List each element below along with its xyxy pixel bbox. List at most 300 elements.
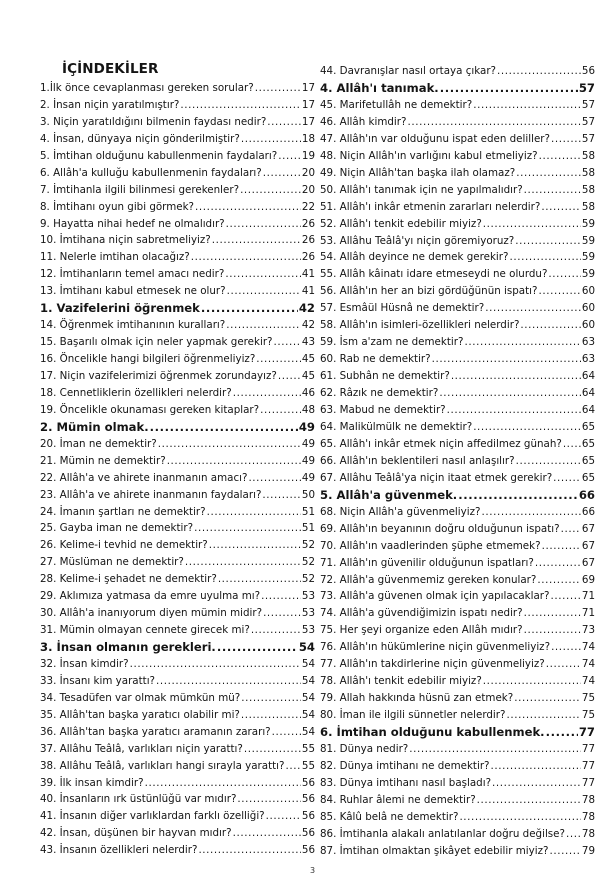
- toc-entry-page: 64: [581, 404, 595, 416]
- toc-entry-title: 53. Allâhu Teâlâ'yı niçin göremiyoruz?: [320, 234, 515, 247]
- toc-entry-page: 64: [581, 387, 595, 400]
- dot-leader: [156, 673, 301, 690]
- toc-entry-page: 58: [581, 183, 595, 196]
- toc-entry-title: 51. Allâh'ı inkâr etmenin zararları nelerdir?: [320, 200, 541, 213]
- toc-entry-title: 66. Allâh'ın beklentileri nasıl anlaşılır?: [320, 454, 515, 467]
- toc-entry-title: 25. Gayba iman ne demektir?: [40, 522, 194, 535]
- toc-entry: [320, 182, 595, 199]
- toc-entry: [320, 165, 595, 182]
- toc-entry: [40, 80, 315, 97]
- dot-leader: [207, 504, 301, 521]
- dot-leader: [473, 97, 581, 114]
- dot-leader: [483, 673, 581, 690]
- toc-entry-title: 65. Allâh'ı inkâr etmek niçin affedilmez günah?: [320, 437, 562, 450]
- toc-entry-page: 56: [301, 776, 315, 789]
- dot-leader: [524, 605, 581, 622]
- toc-entry-title: 32. İnsan kimdir?: [40, 657, 129, 670]
- dot-leader: [515, 233, 581, 250]
- toc-entry-page: 57: [581, 98, 595, 111]
- toc-entry: [320, 63, 595, 80]
- toc-entry-title: 21. Mümin ne demektir?: [40, 454, 166, 467]
- toc-entry-page: 45: [301, 353, 315, 366]
- toc-entry-title: 71. Allâh'ın güvenilir olduğunun ispatları?: [320, 556, 534, 569]
- dot-leader: [217, 639, 298, 656]
- toc-entry-title: 26. Kelime-i tevhid ne demektir?: [40, 539, 208, 552]
- dot-leader: [524, 182, 581, 199]
- toc-entry-title: 2. Mümin olmak.: [40, 419, 149, 434]
- toc-entry-title: 22. Allâh'a ve ahirete inanmanın amacı?: [40, 471, 248, 484]
- toc-entry-title: 79. Allah hakkında hüsnü zan etmek?: [320, 692, 514, 705]
- toc-entry-title: 45. Marifetullâh ne demektir?: [320, 98, 473, 111]
- toc-entry-page: 41: [301, 268, 315, 281]
- toc-entry: [320, 504, 595, 521]
- dot-leader: [473, 419, 581, 436]
- dot-leader: [241, 707, 301, 724]
- toc-entry: [40, 334, 315, 351]
- toc-entry-title: 84. Ruhlar âlemi ne demektir?: [320, 793, 476, 806]
- toc-entry-page: 41: [301, 285, 315, 298]
- dot-leader: [551, 639, 581, 656]
- toc-entry-title: 83. Dünya imtihanı nasıl başladı?: [320, 776, 492, 789]
- toc-entry: [320, 758, 595, 775]
- toc-entry-title: 16. Öncelikle hangi bilgileri öğrenmeliyiz?: [40, 353, 256, 366]
- dot-leader: [255, 80, 301, 97]
- toc-entry-page: 77: [581, 743, 595, 755]
- dot-leader: [130, 656, 301, 673]
- dot-leader: [432, 351, 581, 368]
- toc-entry-page: 43: [301, 336, 315, 349]
- dot-leader: [158, 436, 301, 453]
- toc-entry: [40, 283, 315, 300]
- dot-leader: [263, 165, 301, 182]
- dot-leader: [561, 521, 581, 538]
- dot-leader: [286, 758, 301, 775]
- toc-entry-page: 58: [581, 200, 595, 213]
- toc-entry: [40, 622, 315, 639]
- toc-entry-title: 35. Allâh'tan başka yaratıcı olabilir mi?: [40, 708, 240, 721]
- toc-entry-page: 66: [578, 487, 595, 502]
- toc-entry: [320, 351, 595, 368]
- toc-entry-title: 4. İnsan, dünyaya niçin gönderilmiştir?: [40, 132, 240, 145]
- toc-entry: [320, 199, 595, 216]
- toc-entry-page: 57: [581, 115, 595, 128]
- dot-leader: [260, 402, 301, 419]
- toc-entry-page: 56: [301, 827, 315, 840]
- toc-entry: [40, 724, 315, 741]
- toc-entry-page: 59: [581, 268, 595, 281]
- toc-entry: [320, 317, 595, 334]
- dot-leader: [226, 216, 301, 233]
- toc-entry-title: 31. Mümin olmayan cennete girecek mi?: [40, 624, 250, 637]
- dot-leader: [451, 368, 581, 385]
- dot-leader: [497, 63, 581, 80]
- toc-entry-page: 52: [301, 573, 315, 586]
- toc-entry-page: 19: [301, 149, 315, 162]
- toc-entry: [40, 571, 315, 588]
- toc-entry: [40, 554, 315, 571]
- dot-leader: [212, 232, 301, 249]
- toc-entry: [40, 216, 315, 233]
- dot-leader: [483, 216, 581, 233]
- toc-entry: [320, 419, 595, 436]
- toc-entry: [320, 283, 595, 300]
- toc-entry-page: 66: [581, 505, 595, 518]
- toc-entry-page: 18: [301, 132, 315, 145]
- dot-leader: [241, 690, 301, 707]
- toc-entry-page: 48: [301, 403, 315, 416]
- dot-leader: [520, 317, 580, 334]
- toc-entry-page: 52: [301, 556, 315, 569]
- page-title: İÇİNDEKİLER: [62, 61, 159, 77]
- toc-entry-page: 54: [301, 674, 315, 687]
- dot-leader: [278, 148, 301, 165]
- dot-leader: [274, 334, 301, 351]
- dot-leader: [218, 571, 301, 588]
- toc-entry-title: 41. İnsanın diğer varlıklardan farklı özelliği?: [40, 810, 265, 823]
- toc-entry-title: 38. Allâhu Teâlâ, varlıkları hangi sırayla yarattı?: [40, 759, 285, 772]
- toc-entry: [320, 470, 595, 487]
- toc-entry: [320, 843, 595, 860]
- toc-entry-title: 24. İmanın şartları ne demektir?: [40, 505, 206, 518]
- toc-entry-title: 46. Allâh kimdir?: [320, 115, 407, 128]
- dot-leader: [516, 165, 581, 182]
- toc-entry-title: 68. Niçin Allâh'a güvenmeliyiz?: [320, 505, 481, 518]
- toc-entry-page: 77: [581, 776, 595, 789]
- toc-section-heading: [320, 724, 595, 741]
- toc-entry: [40, 232, 315, 249]
- dot-leader: [459, 809, 580, 826]
- dot-leader: [185, 554, 301, 571]
- toc-entry: [320, 622, 595, 639]
- dot-leader: [227, 283, 301, 300]
- toc-entry-title: 67. Allâhu Teâlâ'ya niçin itaat etmek gerekir?: [320, 471, 553, 484]
- toc-entry: [40, 588, 315, 605]
- dot-leader: [566, 826, 581, 843]
- toc-entry: [40, 131, 315, 148]
- toc-entry: [320, 538, 595, 555]
- toc-entry-page: 53: [301, 624, 315, 637]
- toc-section-heading: [40, 300, 315, 317]
- toc-entry-page: 75: [581, 692, 595, 705]
- toc-entry-page: 42: [298, 301, 315, 316]
- toc-entry-page: 77: [578, 725, 595, 740]
- toc-entry-page: 51: [301, 505, 315, 518]
- toc-entry-title: 36. Allâh'tan başka yaratıcı aramanın zararı?: [40, 725, 271, 738]
- dot-leader: [263, 605, 301, 622]
- toc-entry-page: 71: [581, 590, 595, 603]
- toc-entry: [320, 453, 595, 470]
- toc-entry-title: 80. İman ile ilgili sünnetler nelerdir?: [320, 709, 506, 722]
- dot-leader: [209, 537, 301, 554]
- toc-entry: [40, 148, 315, 165]
- toc-section-heading: [320, 80, 595, 97]
- toc-entry-page: 64: [581, 370, 595, 383]
- dot-leader: [226, 317, 301, 334]
- toc-entry-title: 49. Niçin Allâh'tan başka ilah olamaz?: [320, 166, 516, 179]
- toc-entry: [40, 470, 315, 487]
- toc-entry-title: 13. İmtihanı kabul etmesek ne olur?: [40, 285, 226, 298]
- toc-entry: [320, 402, 595, 419]
- dot-leader: [201, 300, 298, 317]
- toc-entry-title: 14. Öğrenmek imtihanının kuralları?: [40, 319, 226, 332]
- toc-entry: [320, 809, 595, 826]
- dot-leader: [241, 131, 301, 148]
- toc-entry-page: 67: [581, 556, 595, 569]
- toc-entry-title: 47. Allâh'ın var olduğunu ispat eden deliller?: [320, 132, 550, 145]
- toc-entry-page: 55: [301, 759, 315, 772]
- toc-entry-title: 58. Allâh'ın isimleri-özellikleri nelerdir?: [320, 319, 520, 332]
- toc-entry: [40, 707, 315, 724]
- toc-entry: [40, 249, 315, 266]
- toc-entry-title: 6. İmtihan olduğunu kabullenmek.: [320, 725, 545, 740]
- dot-leader: [539, 148, 581, 165]
- toc-entry-page: 56: [301, 844, 315, 857]
- dot-leader: [150, 419, 298, 436]
- dot-leader: [262, 487, 300, 504]
- toc-entry-page: 60: [581, 319, 595, 332]
- toc-entry-title: 40. İnsanların ırk üstünlüğü var mıdır?: [40, 793, 237, 806]
- toc-entry: [40, 385, 315, 402]
- toc-entry-title: 54. Allâh deyince ne demek gerekir?: [320, 251, 509, 264]
- toc-entry-page: 52: [301, 539, 315, 552]
- toc-entry-title: 73. Allâh'a güvenen olmak için yapılacaklar?: [320, 590, 550, 603]
- toc-entry-page: 55: [301, 742, 315, 755]
- dot-leader: [546, 656, 581, 673]
- dot-leader: [409, 741, 581, 758]
- toc-entry-page: 65: [581, 420, 595, 433]
- toc-entry: [40, 436, 315, 453]
- toc-entry-page: 53: [301, 590, 315, 603]
- dot-leader: [194, 520, 301, 537]
- toc-entry-title: 37. Allâhu Teâlâ, varlıkları niçin yarattı?: [40, 742, 243, 755]
- dot-leader: [233, 825, 301, 842]
- toc-entry: [320, 775, 595, 792]
- toc-entry-title: 29. Aklımıza yatmasa da emre uyulma mı?: [40, 590, 261, 603]
- toc-entry: [40, 368, 315, 385]
- toc-entry: [40, 182, 315, 199]
- toc-entry-page: 20: [301, 183, 315, 196]
- toc-entry-title: 64. Malikülmülk ne demektir?: [320, 420, 473, 433]
- toc-entry-title: 4. Allâh'ı tanımak.: [320, 80, 439, 95]
- toc-entry-title: 2. İnsan niçin yaratılmıştır?: [40, 98, 180, 111]
- toc-entry-title: 42. İnsan, düşünen bir hayvan mıdır?: [40, 827, 232, 840]
- toc-entry-page: 65: [581, 454, 595, 467]
- toc-entry: [40, 266, 315, 283]
- toc-entry: [320, 690, 595, 707]
- toc-entry-page: 26: [301, 217, 315, 230]
- toc-entry-title: 82. Dünya imtihanı ne demektir?: [320, 759, 490, 772]
- toc-entry: [40, 758, 315, 775]
- dot-leader: [551, 588, 581, 605]
- toc-entry-title: 1.İlk önce cevaplanması gereken sorular?: [40, 82, 254, 94]
- toc-entry-page: 54: [301, 708, 315, 721]
- dot-leader: [198, 842, 300, 859]
- toc-entry-page: 60: [581, 285, 595, 298]
- toc-entry-title: 34. Tesadüfen var olmak mümkün mü?: [40, 691, 241, 704]
- toc-entry: [320, 334, 595, 351]
- toc-entry: [320, 300, 595, 317]
- toc-entry-title: 69. Allâh'ın beyanının doğru olduğunun ispatı?: [320, 522, 560, 535]
- toc-entry-page: 56: [581, 65, 595, 77]
- toc-entry-title: 81. Dünya nedir?: [320, 743, 409, 755]
- dot-leader: [251, 622, 301, 639]
- toc-entry-title: 15. Başarılı olmak için neler yapmak gerekir?: [40, 336, 273, 349]
- toc-entry: [40, 775, 315, 792]
- toc-entry-page: 59: [581, 234, 595, 247]
- toc-entry-title: 70. Allâh'ın vaadlerinden şüphe etmemek?: [320, 539, 541, 552]
- toc-entry-title: 60. Rab ne demektir?: [320, 353, 431, 366]
- toc-entry: [320, 588, 595, 605]
- dot-leader: [180, 97, 300, 114]
- toc-entry-title: 27. Müslüman ne demektir?: [40, 556, 184, 569]
- toc-entry-title: 59. İsm a'zam ne demektir?: [320, 336, 464, 349]
- dot-leader: [267, 114, 301, 131]
- toc-entry: [40, 165, 315, 182]
- toc-entry-title: 5. Allâh'a güvenmek.: [320, 487, 458, 502]
- toc-entry-title: 12. İmtihanların temel amacı nedir?: [40, 268, 225, 281]
- toc-entry-title: 30. Allâh'a inanıyorum diyen mümin midir?: [40, 607, 263, 620]
- toc-entry-page: 74: [581, 675, 595, 688]
- dot-leader: [492, 775, 581, 792]
- toc-entry: [320, 521, 595, 538]
- dot-leader: [548, 266, 580, 283]
- toc-entry-page: 67: [581, 522, 595, 535]
- toc-entry-title: 10. İmtihana niçin sabretmeliyiz?: [40, 234, 211, 247]
- toc-entry-title: 86. İmtihanla alakalı anlatılanlar doğru değilse?: [320, 827, 565, 840]
- toc-entry-page: 67: [581, 539, 595, 552]
- dot-leader: [551, 131, 581, 148]
- toc-entry-title: 61. Subhân ne demektir?: [320, 370, 450, 383]
- toc-entry-page: 49: [298, 419, 315, 434]
- toc-entry-title: 5. İmtihan olduğunu kabullenmenin faydaları?: [40, 149, 278, 162]
- toc-entry-page: 58: [581, 149, 595, 162]
- dot-leader: [167, 453, 301, 470]
- toc-entry-title: 72. Allâh'a güvenmemiz gereken konular?: [320, 573, 537, 586]
- toc-entry-page: 56: [301, 810, 315, 823]
- toc-entry: [320, 656, 595, 673]
- toc-entry: [320, 97, 595, 114]
- dot-leader: [447, 402, 581, 419]
- dot-leader: [546, 724, 578, 741]
- toc-entry-page: 78: [581, 827, 595, 840]
- toc-entry-page: 56: [301, 793, 315, 806]
- dot-leader: [439, 385, 581, 402]
- toc-entry-page: 78: [581, 810, 595, 823]
- dot-leader: [240, 182, 301, 199]
- dot-leader: [510, 249, 581, 266]
- toc-entry-title: 55. Allâh kâinatı idare etmeseydi ne olurdu?: [320, 268, 548, 281]
- toc-entry: [320, 233, 595, 250]
- toc-entry: [40, 690, 315, 707]
- toc-entry: [320, 826, 595, 843]
- toc-entry-page: 49: [301, 454, 315, 467]
- toc-entry-title: 43. İnsanın özellikleri nelerdir?: [40, 844, 198, 857]
- toc-entry-title: 52. Allâh'ı tenkit edebilir miyiz?: [320, 217, 482, 230]
- toc-entry-page: 63: [581, 353, 595, 366]
- toc-entry-title: 87. İmtihan olmaktan şikâyet edebilir miyiz?: [320, 844, 549, 857]
- dot-leader: [514, 690, 581, 707]
- toc-entry: [40, 97, 315, 114]
- toc-entry-title: 7. İmtihanla ilgili bilinmesi gerekenler?: [40, 183, 240, 196]
- toc-entry: [40, 317, 315, 334]
- toc-entry-page: 69: [581, 573, 595, 586]
- dot-leader: [244, 741, 301, 758]
- toc-entry: [40, 741, 315, 758]
- toc-entry-page: 49: [301, 437, 315, 450]
- toc-entry-title: 74. Allâh'a güvendiğimizin ispatı nedir?: [320, 607, 523, 620]
- toc-entry: [40, 791, 315, 808]
- toc-entry-page: 60: [581, 302, 595, 315]
- toc-entry-page: 17: [301, 82, 315, 94]
- toc-entry-page: 17: [301, 115, 315, 128]
- toc-entry-title: 20. İman ne demektir?: [40, 437, 157, 450]
- toc-entry-page: 49: [301, 471, 315, 484]
- dot-leader: [248, 470, 300, 487]
- toc-entry-title: 77. Allâh'ın takdirlerine niçin güvenmeliyiz?: [320, 658, 545, 671]
- toc-entry-page: 57: [581, 132, 595, 145]
- toc-entry: [40, 673, 315, 690]
- toc-entry: [40, 656, 315, 673]
- toc-entry-page: 20: [301, 166, 315, 179]
- dot-leader: [278, 368, 301, 385]
- toc-entry-page: 45: [301, 369, 315, 382]
- toc-entry-title: 85. Kâlû belâ ne demektir?: [320, 810, 459, 823]
- dot-leader: [485, 300, 581, 317]
- toc-entry: [40, 808, 315, 825]
- dot-leader: [507, 707, 581, 724]
- dot-leader: [266, 808, 301, 825]
- toc-entry-title: 3. Niçin yaratıldığını bilmenin faydası nedir?: [40, 115, 267, 128]
- dot-leader: [563, 436, 581, 453]
- toc-entry-page: 50: [301, 488, 315, 501]
- toc-entry: [320, 148, 595, 165]
- toc-entry-page: 57: [578, 80, 595, 95]
- toc-entry: [40, 199, 315, 216]
- dot-leader: [458, 487, 578, 504]
- dot-leader: [542, 538, 581, 555]
- toc-entry-page: 26: [301, 251, 315, 264]
- dot-leader: [407, 114, 580, 131]
- toc-entry-page: 42: [301, 319, 315, 332]
- toc-entry-title: 39. İlk insan kimdir?: [40, 776, 144, 789]
- toc-entry-page: 74: [581, 641, 595, 654]
- toc-entry: [40, 520, 315, 537]
- toc-entry-page: 26: [301, 234, 315, 247]
- toc-section-heading: [40, 419, 315, 436]
- toc-entry: [40, 504, 315, 521]
- dot-leader: [481, 504, 580, 521]
- toc-entry-title: 44. Davranışlar nasıl ortaya çıkar?: [320, 65, 497, 77]
- toc-entry-title: 56. Allâh'ın her an bizi gördüğünün ispatı?: [320, 285, 538, 298]
- toc-section-heading: [320, 487, 595, 504]
- dot-leader: [225, 266, 301, 283]
- toc-entry: [320, 555, 595, 572]
- toc-entry: [320, 114, 595, 131]
- toc-entry-page: 65: [581, 471, 595, 484]
- toc-entry-title: 78. Allâh'ı tenkit edebilir miyiz?: [320, 675, 482, 688]
- dot-leader: [256, 351, 301, 368]
- toc-entry-title: 9. Hayatta nihai hedef ne olmalıdır?: [40, 217, 225, 230]
- dot-leader: [440, 80, 578, 97]
- toc-entry-page: 79: [581, 844, 595, 857]
- toc-entry: [40, 351, 315, 368]
- toc-entry-title: 3. İnsan olmanın gerekleri.: [40, 640, 216, 655]
- toc-entry-page: 51: [301, 522, 315, 535]
- page-number: 3: [310, 866, 316, 875]
- dot-leader: [491, 758, 581, 775]
- toc-entry-page: 22: [301, 200, 315, 213]
- toc-entry-title: 17. Niçin vazifelerimizi öğrenmek zorundayız?: [40, 369, 277, 382]
